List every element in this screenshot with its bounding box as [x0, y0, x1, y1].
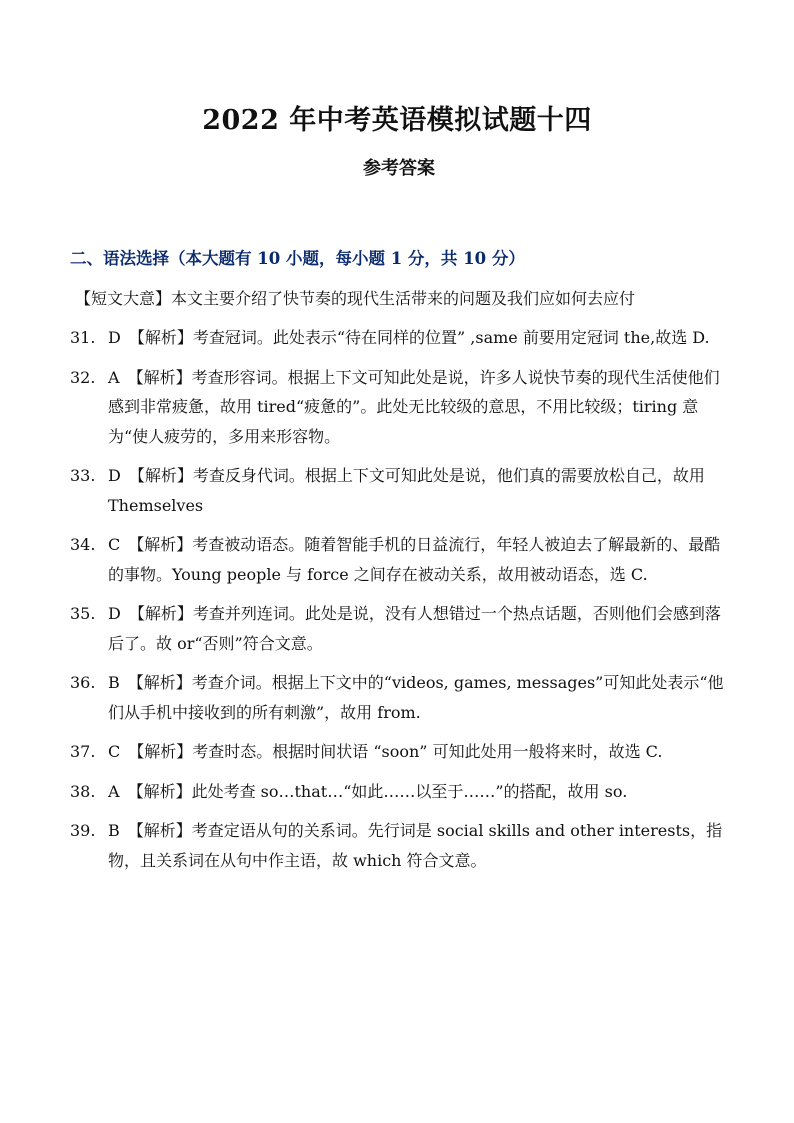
answer-choice: D: [108, 466, 121, 485]
answer-explanation: 【解析】考查介词。根据上下文中的“videos, games, messages”可知此处表示“他们从手机中接收到的所有刺激”，故用 from.: [108, 673, 724, 722]
answer-item: [70, 363, 730, 452]
answer-explanation: 【解析】考查冠词。此处表示“待在同样的位置” ,same 前要用定冠词 the,故选 D.: [128, 328, 710, 347]
answer-body: [108, 821, 722, 870]
answer-item: [70, 737, 730, 767]
answer-explanation: 【解析】此处考查 so…that…“如此……以至于……”的搭配，故用 so.: [127, 781, 628, 801]
answer-number: 36.: [70, 673, 96, 692]
answer-choice: C: [108, 535, 121, 554]
passage-summary: 【短文大意】本文主要介绍了快节奏的现代生活带来的问题及我们应如何去应付: [75, 289, 636, 308]
answer-choice: D: [108, 328, 121, 347]
answer-number: 39.: [70, 821, 96, 840]
answer-body: [108, 535, 720, 584]
answer-number: 34.: [70, 535, 96, 554]
answer-list: [70, 323, 730, 885]
answer-number: 35.: [70, 604, 96, 623]
section-heading: 二、语法选择（本大题有 10 小题，每小题 1 分，共 10 分）: [70, 249, 525, 268]
page-subtitle: 参考答案: [363, 158, 435, 179]
answer-item: [70, 530, 730, 589]
answer-item: [70, 461, 730, 520]
answer-number: 37.: [70, 742, 96, 761]
answer-number: 31.: [70, 328, 96, 347]
answer-body: [108, 604, 721, 653]
answer-item: [70, 816, 730, 875]
answer-item: [70, 323, 730, 353]
answer-choice: C: [108, 742, 121, 761]
answer-number: 33.: [70, 466, 96, 485]
answer-choice: D: [108, 604, 121, 623]
answer-item: [70, 668, 730, 727]
answer-body: [108, 328, 710, 347]
answer-body: [108, 782, 627, 801]
answer-body: [108, 466, 705, 515]
page-title: 2022 年中考英语模拟试题十四: [202, 105, 592, 136]
answer-item: [70, 599, 730, 658]
answer-explanation: 【解析】考查定语从句的关系词。先行词是 social skills and other interests，指物，且关系词在从句中作主语，故 which 符合文意。: [108, 821, 723, 870]
answer-body: [108, 368, 720, 446]
answer-number: 32.: [70, 367, 96, 387]
answer-explanation: 【解析】考查反身代词。根据上下文可知此处是说，他们真的需要放松自己，故用 Themselves: [108, 466, 705, 515]
answer-explanation: 【解析】考查并列连词。此处是说，没有人想错过一个热点话题，否则他们会感到落后了。故 or“否则”符合文意。: [108, 604, 721, 653]
answer-item: [70, 777, 730, 807]
answer-explanation: 【解析】考查被动语态。随着智能手机的日益流行，年轻人被迫去了解最新的、最酷 的事物。Young people 与 force 之间存在被动关系，故用被动语态，选 C.: [108, 535, 721, 584]
answer-body: [108, 673, 724, 722]
answer-explanation: 【解析】考查时态。根据时间状语 “soon” 可知此处用一般将来时，故选 C.: [128, 742, 663, 761]
answer-number: 38.: [70, 781, 96, 801]
answer-explanation: 【解析】考查形容词。根据上下文可知此处是说，许多人说快节奏的现代生活使他们感到非常疲惫，故用 tired“疲惫的”。此处无比较级的意思，不用比较级；tiring 意为“使人疲劳的，多用来形容物。: [108, 367, 720, 446]
answer-body: [108, 742, 662, 761]
answer-choice: A: [108, 781, 120, 801]
answer-choice: B: [108, 821, 120, 840]
answer-choice: A: [108, 367, 120, 387]
answer-choice: B: [108, 673, 120, 692]
